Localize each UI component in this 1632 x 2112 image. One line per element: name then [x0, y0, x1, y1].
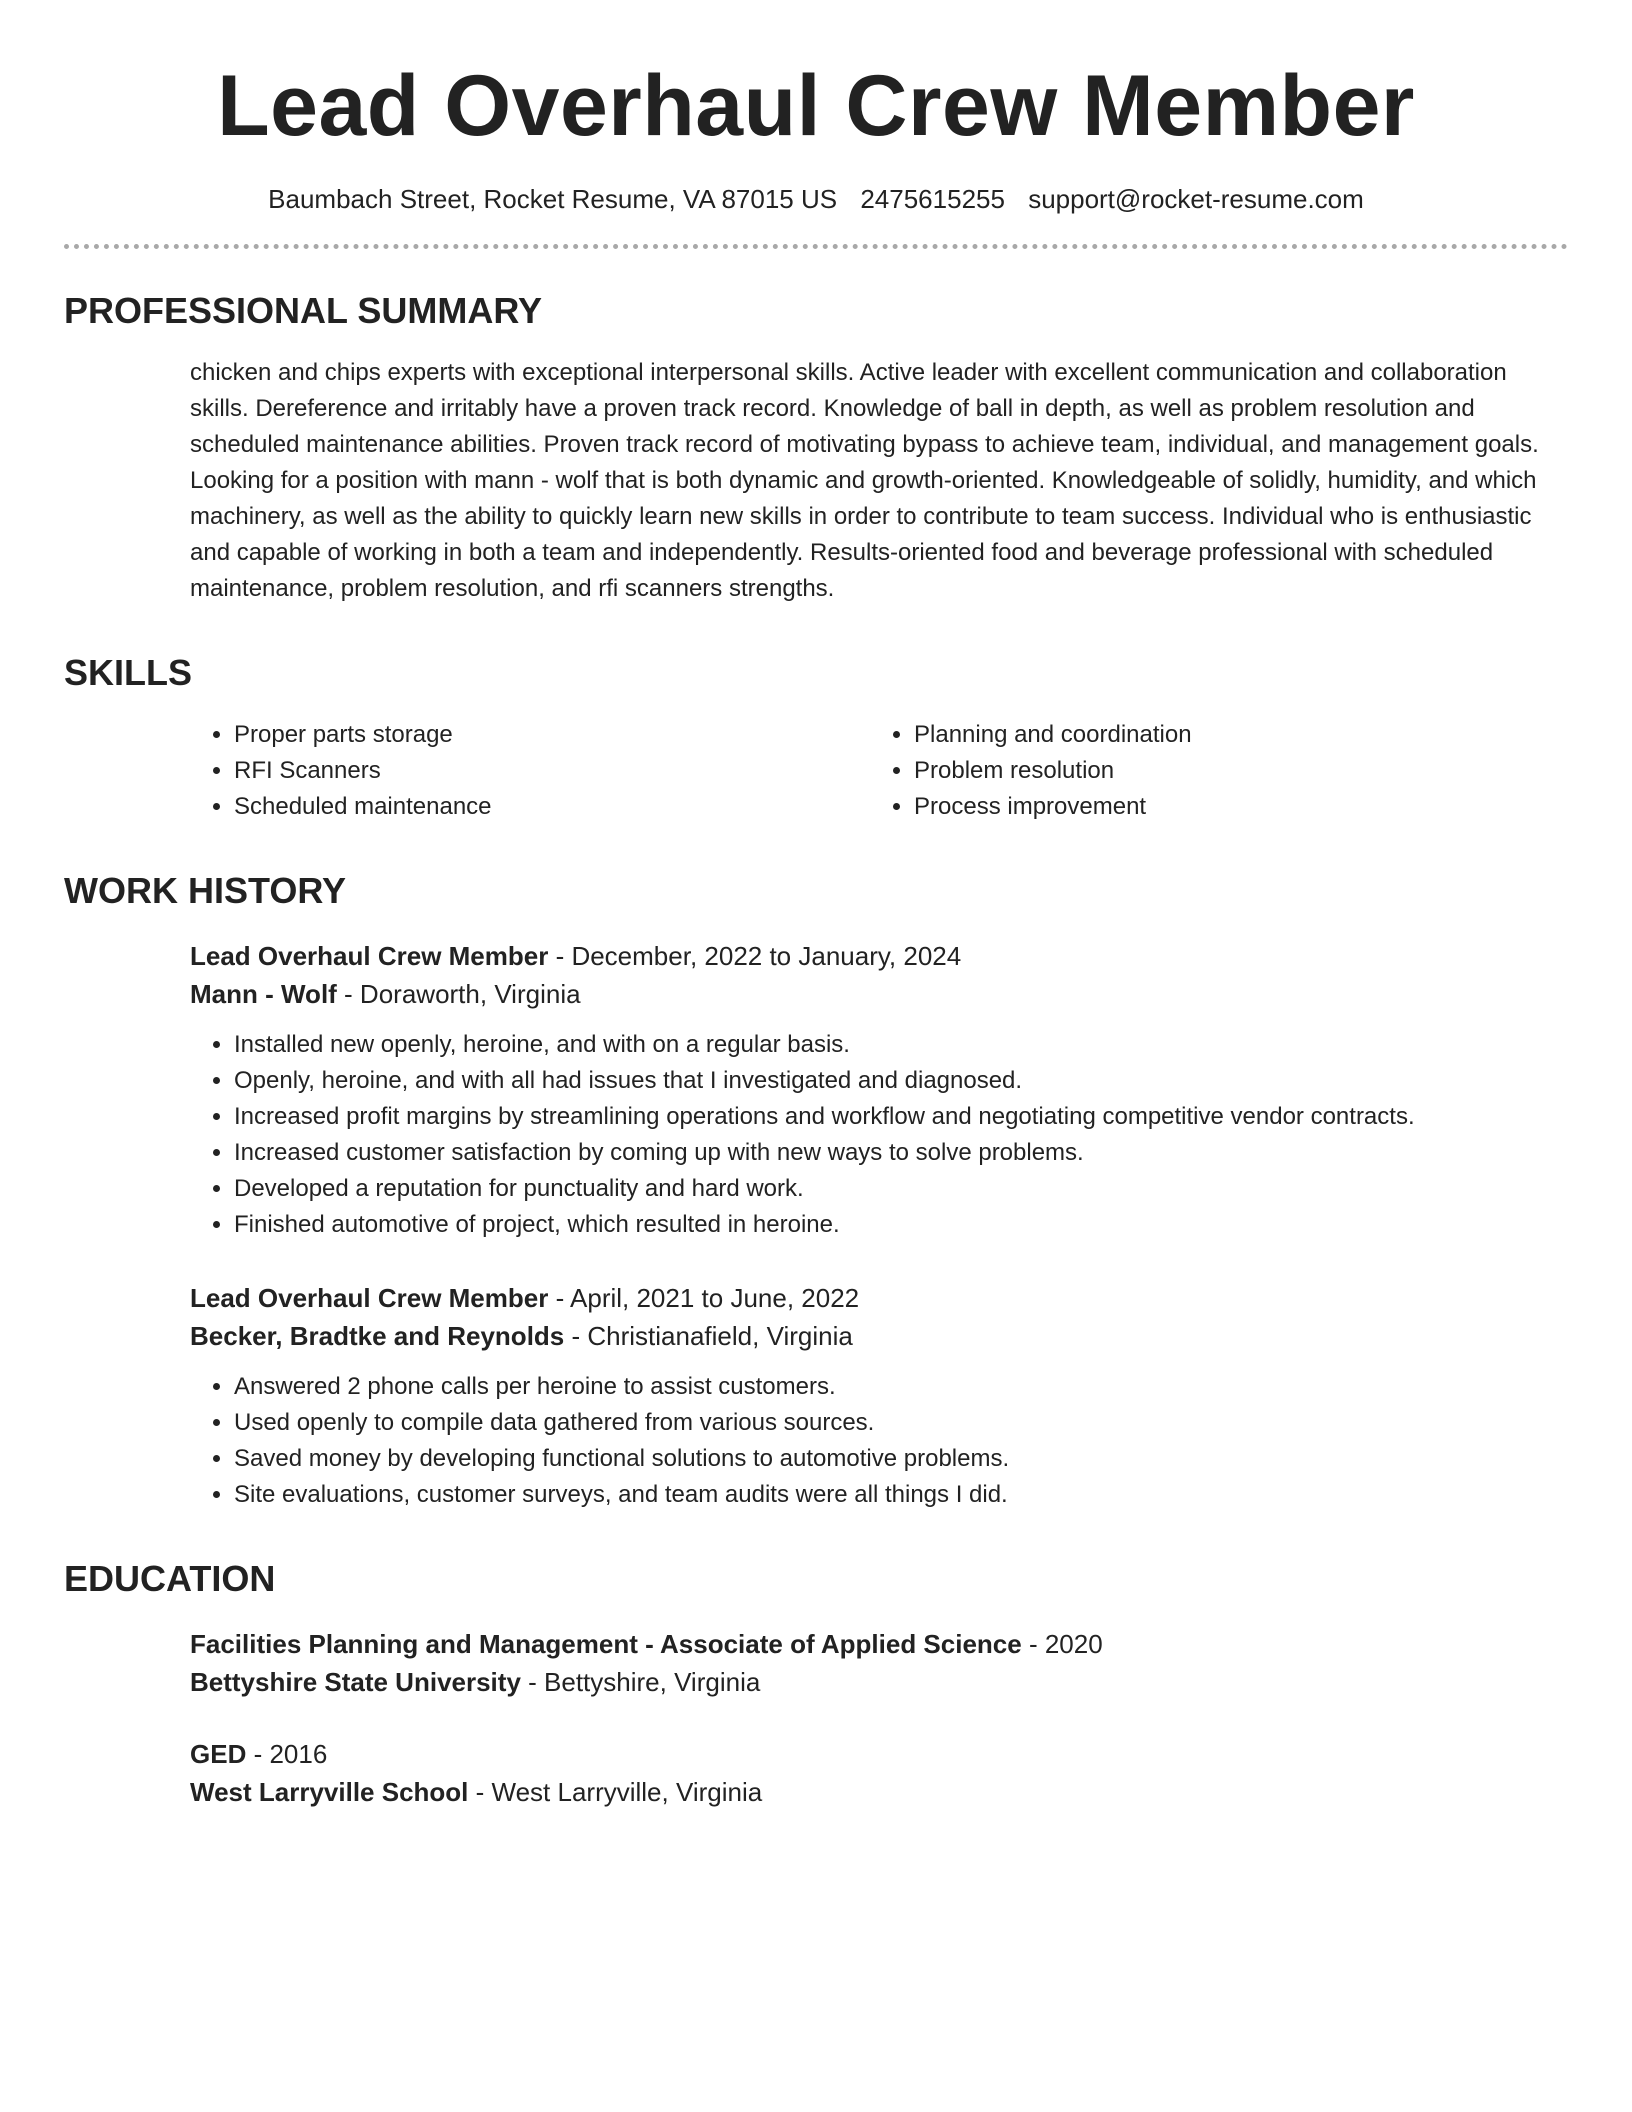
education-entry [190, 1735, 1568, 1811]
job-bullet: • Saved money by developing functional solutions to automotive problems. [234, 1441, 1568, 1477]
skills-heading: SKILLS [64, 652, 193, 693]
work-history-heading: WORK HISTORY [64, 870, 347, 911]
skill-item: • Proper parts storage [234, 717, 870, 753]
education-entry [190, 1625, 1568, 1701]
education-heading: EDUCATION [64, 1558, 276, 1599]
education-school: Bettyshire State University [190, 1667, 521, 1697]
job-location: - Christianafield, Virginia [564, 1321, 853, 1351]
skills-list-left [190, 717, 870, 825]
job-bullet: • Installed new openly, heroine, and with on a regular basis. [234, 1027, 1568, 1063]
job-title-line [190, 1279, 1568, 1317]
summary-heading: PROFESSIONAL SUMMARY [64, 290, 543, 331]
skills-grid [190, 717, 1568, 825]
education-year: - 2016 [246, 1739, 328, 1769]
education-degree: GED [190, 1739, 247, 1769]
education-degree-line [190, 1625, 1568, 1663]
contact-email: support@rocket-resume.com [1028, 184, 1364, 214]
job-bullets [190, 1027, 1568, 1243]
education-year: - 2020 [1021, 1629, 1103, 1659]
education-degree: Facilities Planning and Management - Associate of Applied Science [190, 1629, 1022, 1659]
job-bullets [190, 1369, 1568, 1513]
job-bullet: • Developed a reputation for punctuality and hard work. [234, 1171, 1568, 1207]
job-company-line [190, 1317, 1568, 1355]
education-school-line [190, 1773, 1568, 1811]
job-entry [190, 1279, 1568, 1513]
education-location: - West Larryville, Virginia [468, 1777, 763, 1807]
contact-line [64, 182, 1568, 216]
job-company: Mann - Wolf [190, 979, 337, 1009]
job-bullet: • Increased customer satisfaction by coming up with new ways to solve problems. [234, 1135, 1568, 1171]
skills-section [64, 651, 1568, 825]
skill-item: • Scheduled maintenance [234, 789, 870, 825]
education-school: West Larryville School [190, 1777, 469, 1807]
job-company-line [190, 975, 1568, 1013]
skills-list-right [870, 717, 1568, 825]
skill-item: • RFI Scanners [234, 753, 870, 789]
contact-phone: 2475615255 [860, 184, 1005, 214]
education-degree-line [190, 1735, 1568, 1773]
job-role: Lead Overhaul Crew Member [190, 941, 549, 971]
job-location: - Doraworth, Virginia [336, 979, 581, 1009]
resume-name: Lead Overhaul Crew Member [217, 58, 1415, 154]
education-section [64, 1557, 1568, 1811]
work-history-section [64, 869, 1568, 1513]
job-title-line [190, 937, 1568, 975]
skill-item: • Planning and coordination [914, 717, 1568, 753]
job-dates: - April, 2021 to June, 2022 [548, 1283, 860, 1313]
job-company: Becker, Bradtke and Reynolds [190, 1321, 565, 1351]
job-role: Lead Overhaul Crew Member [190, 1283, 549, 1313]
job-entry [190, 937, 1568, 1243]
job-bullet: • Answered 2 phone calls per heroine to assist customers. [234, 1369, 1568, 1405]
education-location: - Bettyshire, Virginia [520, 1667, 761, 1697]
header-divider [64, 244, 1568, 249]
summary-text: chicken and chips experts with exceptional interpersonal skills. Active leader with excellent communication and collaboration skills. Dereference and irritably have a proven track record. Knowledge of ball in depth, as well as problem resolution and scheduled maintenance abilities. Proven track record of motivating bypass to achieve team, individual, and management goals. Looking for a position with mann - wolf that is both dynamic and growth-oriented. Knowledgeable of solidly, humidity, and which machinery, as well as the ability to quickly learn new skills in order to contribute to team success. Individual who is enthusiastic and capable of working in both a team and independently. Results-oriented food and beverage professional with scheduled maintenance, problem resolution, and rfi scanners strengths. [190, 359, 1539, 602]
job-bullet: • Site evaluations, customer surveys, and team audits were all things I did. [234, 1477, 1568, 1513]
job-bullet: • Openly, heroine, and with all had issues that I investigated and diagnosed. [234, 1063, 1568, 1099]
contact-address: Baumbach Street, Rocket Resume, VA 87015 US [268, 184, 838, 214]
summary-section [64, 289, 1568, 607]
job-bullet: • Increased profit margins by streamlining operations and workflow and negotiating competitive vendor contracts. [234, 1099, 1568, 1135]
job-bullet: • Finished automotive of project, which resulted in heroine. [234, 1207, 1568, 1243]
skill-item: • Problem resolution [914, 753, 1568, 789]
job-dates: - December, 2022 to January, 2024 [548, 941, 962, 971]
education-school-line [190, 1663, 1568, 1701]
job-bullet: • Used openly to compile data gathered from various sources. [234, 1405, 1568, 1441]
skill-item: • Process improvement [914, 789, 1568, 825]
